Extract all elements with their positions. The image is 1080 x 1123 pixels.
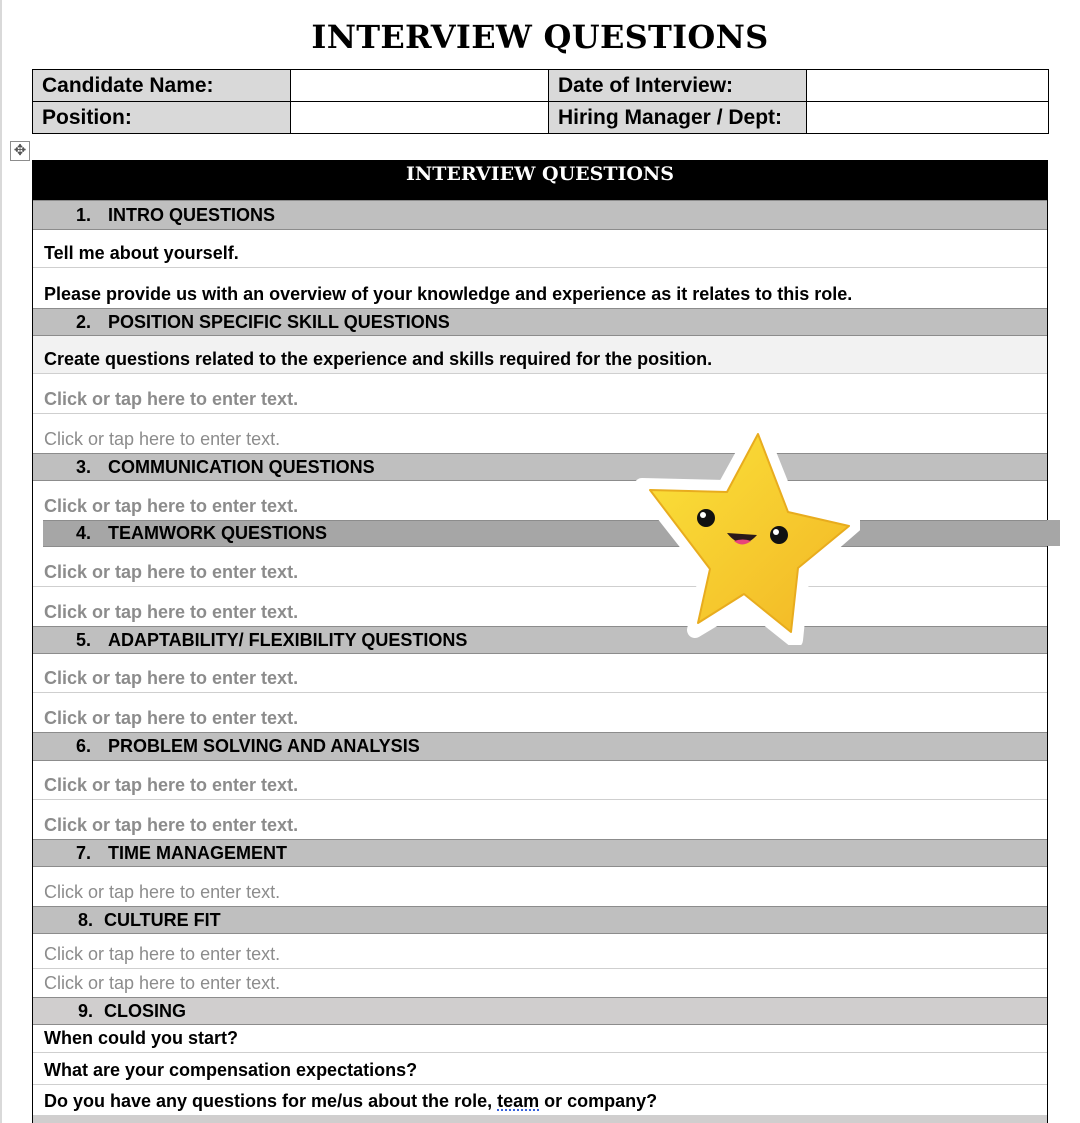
question-row[interactable]: Tell me about yourself. <box>33 230 1047 268</box>
section-label: CLOSING <box>104 1000 187 1021</box>
answer-placeholder[interactable]: Click or tap here to enter text. <box>44 882 281 902</box>
candidate-name-field[interactable] <box>291 70 549 102</box>
star-right-eye <box>770 526 788 544</box>
section-number: 4. <box>76 523 92 543</box>
answer-placeholder[interactable]: Click or tap here to enter text. <box>33 934 1047 969</box>
section-number: 5. <box>76 629 92 650</box>
question-row[interactable] <box>33 1085 1047 1116</box>
section-header-culture-fit <box>33 906 1047 934</box>
section-header-communication <box>33 453 1047 481</box>
section-number: 9. <box>78 1000 94 1021</box>
teamwork-band-overflow <box>1047 520 1060 546</box>
question-row[interactable]: What are your compensation expectations? <box>33 1053 1047 1085</box>
section-label: PROBLEM SOLVING AND ANALYSIS <box>108 736 420 756</box>
answer-placeholder[interactable]: Click or tap here to enter text. <box>33 374 1047 414</box>
section-label: TIME MANAGEMENT <box>108 842 287 863</box>
section-header-position-skills <box>33 308 1047 336</box>
position-field[interactable] <box>291 102 549 134</box>
section-header-time-management <box>33 839 1047 867</box>
hiring-manager-label: Hiring Manager / Dept: <box>549 102 807 134</box>
section-label: CULTURE FIT <box>104 909 221 930</box>
section-number: 8. <box>78 909 94 930</box>
document-title: INTERVIEW QUESTIONS <box>311 18 769 56</box>
question-row[interactable]: When could you start? <box>33 1025 1047 1053</box>
section-label: INTRO QUESTIONS <box>108 204 276 225</box>
question-text: Do you have any questions for me/us about the role, <box>44 1091 498 1111</box>
table-bottom-band <box>33 1116 1047 1123</box>
section-label: COMMUNICATION QUESTIONS <box>108 456 375 477</box>
section-label: POSITION SPECIFIC SKILL QUESTIONS <box>108 311 450 332</box>
table-header: INTERVIEW QUESTIONS <box>33 160 1047 200</box>
hiring-manager-field[interactable] <box>807 102 1049 134</box>
answer-placeholder[interactable]: Click or tap here to enter text. <box>44 708 299 728</box>
page-left-edge <box>0 0 2 1123</box>
question-row[interactable]: Please provide us with an overview of your knowledge and experience as it relates to this role. <box>44 284 853 304</box>
section-number: 1. <box>76 204 92 225</box>
section-label: ADAPTABILITY/ FLEXIBILITY QUESTIONS <box>108 629 468 650</box>
section-header-problem-solving <box>33 732 1047 761</box>
answer-placeholder[interactable]: Click or tap here to enter text. <box>44 496 299 516</box>
question-row[interactable]: Create questions related to the experience and skills required for the position. <box>33 336 1047 374</box>
section-number: 3. <box>76 456 92 477</box>
answer-placeholder[interactable]: Click or tap here to enter text. <box>44 429 281 449</box>
table-move-handle-icon[interactable]: ✥ <box>10 141 30 161</box>
date-of-interview-label: Date of Interview: <box>549 70 807 102</box>
answer-placeholder[interactable]: Click or tap here to enter text. <box>33 761 1047 800</box>
spellcheck-word[interactable]: team <box>497 1091 540 1111</box>
answer-placeholder[interactable]: Click or tap here to enter text. <box>44 973 281 993</box>
answer-placeholder[interactable]: Click or tap here to enter text. <box>44 602 299 622</box>
section-number: 7. <box>76 842 92 863</box>
star-sticker <box>630 420 860 645</box>
candidate-info-table <box>32 69 1049 134</box>
section-header-adaptability <box>33 626 1047 654</box>
section-header-closing <box>33 997 1047 1025</box>
answer-placeholder[interactable]: Click or tap here to enter text. <box>44 815 299 835</box>
position-label: Position: <box>33 102 291 134</box>
answer-placeholder[interactable]: Click or tap here to enter text. <box>33 547 1047 587</box>
question-text: or company? <box>539 1091 658 1111</box>
section-number: 6. <box>76 736 92 756</box>
interview-questions-table <box>32 160 1048 1123</box>
star-left-eye <box>697 509 715 527</box>
section-header-teamwork <box>43 520 1047 547</box>
candidate-name-label: Candidate Name: <box>33 70 291 102</box>
section-label: TEAMWORK QUESTIONS <box>108 523 327 543</box>
answer-placeholder[interactable]: Click or tap here to enter text. <box>33 654 1047 693</box>
section-header-intro <box>33 200 1047 230</box>
date-of-interview-field[interactable] <box>807 70 1049 102</box>
section-number: 2. <box>76 311 92 332</box>
